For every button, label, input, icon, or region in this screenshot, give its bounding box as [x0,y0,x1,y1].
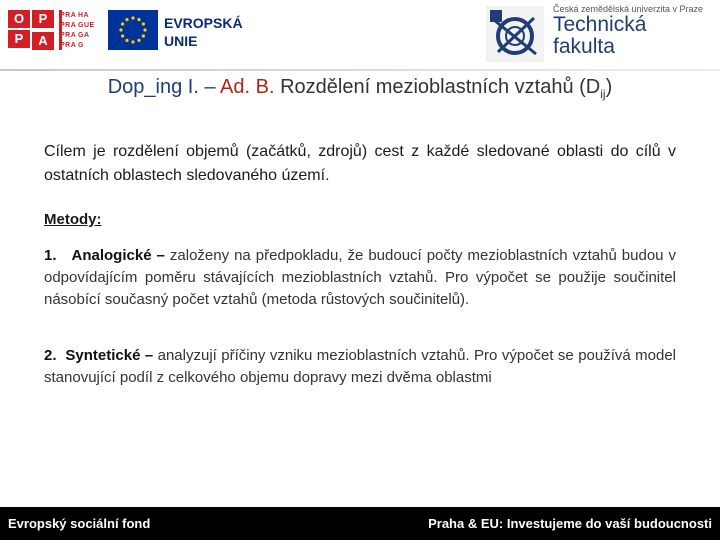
eu-star-icon [137,18,140,21]
eu-star-icon [142,22,145,25]
eu-star-icon [125,39,128,42]
intro-paragraph: Cílem je rozdělení objemů (začátků, zdrojů) cest z každé sledované oblasti do cílů v ostatních oblastech sledovaného území. [44,143,676,184]
footer-right-text: Praha & EU: Investujeme do vaší budoucnosti [428,516,712,531]
oppa-letter: A [32,32,54,50]
list-item: 2. Syntetické – analyzují příčiny vzniku mezioblastních vztahů. Pro výpočet se používá model stanovující podíl z celkového objemu dopravy mezi dvěma oblastmi [44,347,677,386]
eu-star-icon [131,16,134,19]
list-item: 1. Analogické – založeny na předpokladu, že budoucí počty mezioblastních vztahů budou v odpovídajícím poměru stávajících mezioblastních vztahů. Pro výpočet se použije součinitel násobící současný počet vztahů (metoda růstových součinitelů). [44,247,676,308]
eu-star-icon [142,34,145,37]
oppa-letter: P [8,30,30,48]
header [0,0,720,70]
header-divider [0,69,720,71]
oppa-letter: O [8,10,30,28]
oppa-letter: P [32,10,54,28]
eu-star-icon [137,39,140,42]
methods-heading: Metody: [44,211,102,228]
eu-logo-text: EVROPSKÁ UNIE [164,15,243,49]
eu-flag-icon [108,10,158,50]
praha-logo-grid: PRA HA PRA GUE PRA GA PRA G [60,12,95,49]
eu-star-icon [131,40,134,43]
faculty-name: Technická fakulta [553,13,647,58]
faculty-logo-icon [486,6,544,62]
footer-left-text: Evropský sociální fond [8,516,151,531]
footer [0,507,720,540]
oppa-logo [8,10,58,52]
eu-star-icon [143,28,146,31]
faculty-university-name: Česká zemědělská univerzita v Praze [553,4,704,14]
eu-star-icon [121,34,124,37]
eu-star-icon [119,28,122,31]
page-title: Dop_ing I. – Ad. B. Rozdělení mezioblastních vztahů $(D_{ij})$ [107,76,613,101]
eu-star-icon [125,18,128,21]
eu-star-icon [121,22,124,25]
